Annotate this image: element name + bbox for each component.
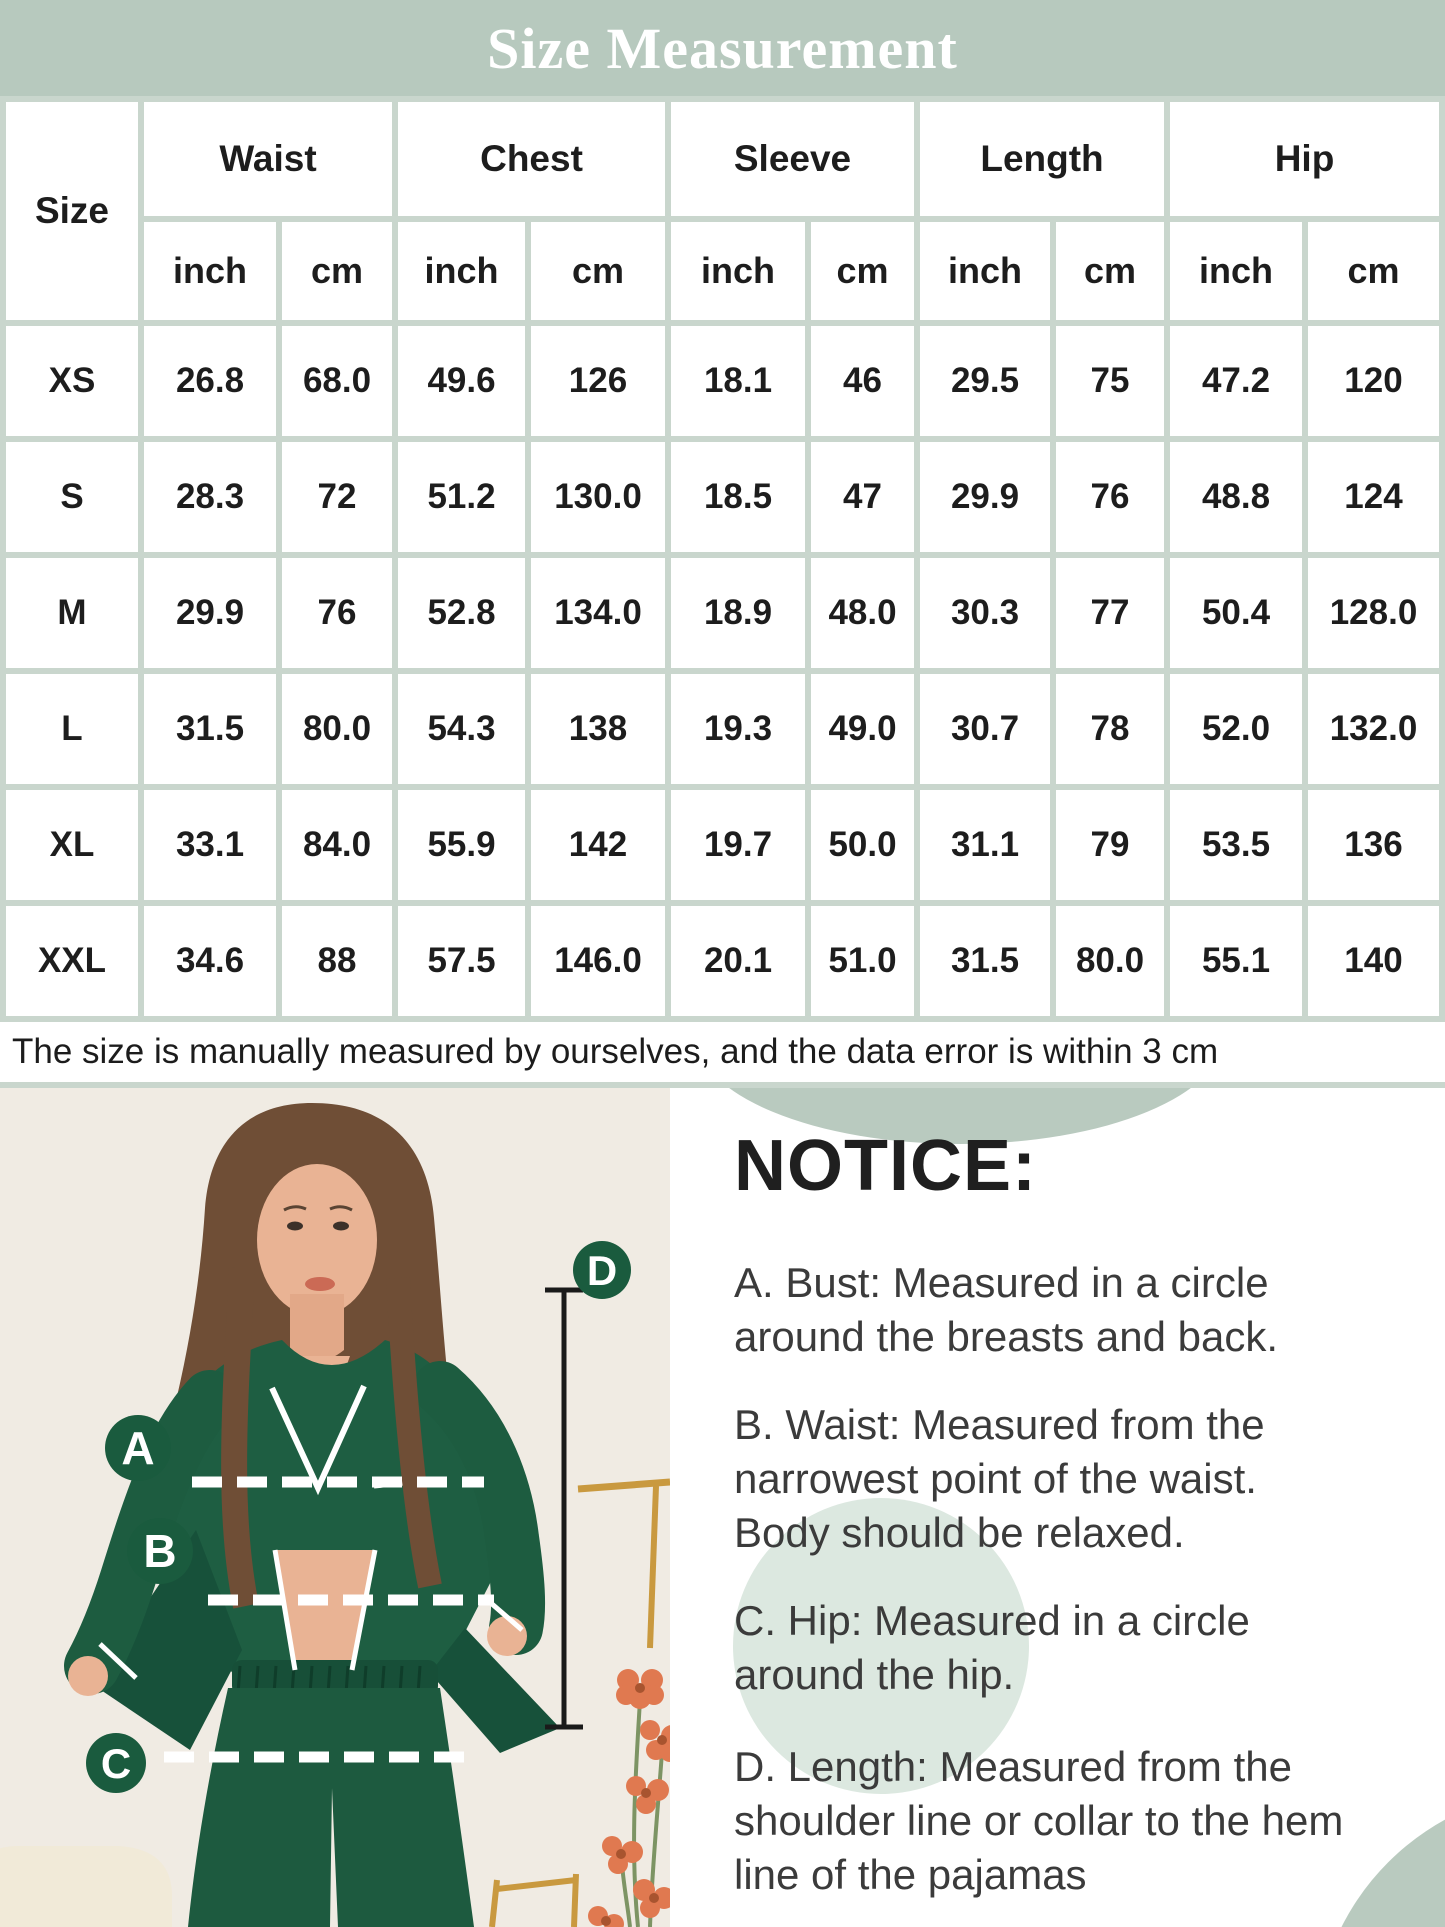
notice-line: line of the pajamas: [734, 1851, 1087, 1898]
model-photo: [0, 1088, 670, 1927]
unit-header-inch: inch: [920, 222, 1050, 320]
measurement-cell: 134.0: [531, 558, 665, 668]
table-row: [6, 442, 1439, 552]
notice-line: A. Bust: Measured in a circle: [734, 1259, 1269, 1306]
measurement-cell: 54.3: [398, 674, 525, 784]
table-row: [6, 674, 1439, 784]
measurement-cell: 18.1: [671, 326, 805, 436]
measurement-cell: 132.0: [1308, 674, 1439, 784]
measurement-cell: 55.1: [1170, 906, 1302, 1016]
badge-c-letter: C: [100, 1740, 132, 1787]
unit-header-inch: inch: [1170, 222, 1302, 320]
unit-header-inch: inch: [671, 222, 805, 320]
measurement-cell: 28.3: [144, 442, 276, 552]
sofa: [0, 1846, 172, 1927]
table-group-header-row: [6, 102, 1439, 216]
table-row: [6, 906, 1439, 1016]
measurement-cell: 34.6: [144, 906, 276, 1016]
notice-item-bust: [734, 1256, 1278, 1364]
measurement-cell: 76: [1056, 442, 1164, 552]
group-header-waist: Waist: [144, 102, 392, 216]
measurement-cell: 138: [531, 674, 665, 784]
pajama-model-illustration: [0, 1088, 670, 1927]
notice-line: B. Waist: Measured from the: [734, 1401, 1265, 1448]
measurement-cell: 52.0: [1170, 674, 1302, 784]
measurement-cell: 30.3: [920, 558, 1050, 668]
neck: [290, 1294, 344, 1361]
measurement-cell: 57.5: [398, 906, 525, 1016]
table-unit-header-row: [6, 222, 1439, 320]
measurement-cell: 79: [1056, 790, 1164, 900]
notice-line: shoulder line or collar to the hem: [734, 1797, 1344, 1844]
unit-header-inch: inch: [144, 222, 276, 320]
notice-line: D. Length: Measured from the: [734, 1743, 1292, 1790]
measurement-cell: 33.1: [144, 790, 276, 900]
table-row: [6, 558, 1439, 668]
measurement-cell: 76: [282, 558, 392, 668]
size-cell: XL: [6, 790, 138, 900]
measurement-cell: 30.7: [920, 674, 1050, 784]
measurement-cell: 31.1: [920, 790, 1050, 900]
measurement-cell: 51.0: [811, 906, 914, 1016]
measurement-cell: 120: [1308, 326, 1439, 436]
left-hand: [68, 1656, 108, 1696]
hair-strand-left: [234, 1268, 246, 1606]
measurement-cell: 49.0: [811, 674, 914, 784]
unit-header-cm: cm: [282, 222, 392, 320]
measurement-cell: 29.9: [920, 442, 1050, 552]
unit-header-cm: cm: [531, 222, 665, 320]
measurement-cell: 51.2: [398, 442, 525, 552]
size-table: [0, 96, 1445, 1022]
measurement-cell: 136: [1308, 790, 1439, 900]
measurement-cell: 31.5: [920, 906, 1050, 1016]
measurement-note: The size is manually measured by ourselves, and the data error is within 3 cm: [0, 1022, 1445, 1088]
size-column-header: Size: [6, 102, 138, 320]
size-cell: S: [6, 442, 138, 552]
notice-item-hip: [734, 1594, 1250, 1702]
measurement-cell: 55.9: [398, 790, 525, 900]
measurement-cell: 29.9: [144, 558, 276, 668]
measurement-cell: 142: [531, 790, 665, 900]
measurement-cell: 50.4: [1170, 558, 1302, 668]
measurement-cell: 80.0: [282, 674, 392, 784]
measurement-cell: 146.0: [531, 906, 665, 1016]
measurement-cell: 19.3: [671, 674, 805, 784]
notice-item-waist: [734, 1398, 1265, 1560]
measurement-cell: 31.5: [144, 674, 276, 784]
notice-panel: [670, 1088, 1445, 1927]
measurement-cell: 130.0: [531, 442, 665, 552]
size-cell: XXL: [6, 906, 138, 1016]
notice-heading: NOTICE:: [734, 1126, 1037, 1206]
measurement-cell: 53.5: [1170, 790, 1302, 900]
measurement-cell: 75: [1056, 326, 1164, 436]
right-hand: [487, 1616, 527, 1656]
measurement-cell: 124: [1308, 442, 1439, 552]
group-header-sleeve: Sleeve: [671, 102, 914, 216]
group-header-length: Length: [920, 102, 1164, 216]
notice-line: around the hip.: [734, 1651, 1015, 1698]
badge-b-letter: B: [143, 1525, 177, 1577]
measurement-cell: 78: [1056, 674, 1164, 784]
measurement-cell: 49.6: [398, 326, 525, 436]
measurement-cell: 29.5: [920, 326, 1050, 436]
measurement-cell: 77: [1056, 558, 1164, 668]
measurement-cell: 47: [811, 442, 914, 552]
measurement-cell: 128.0: [1308, 558, 1439, 668]
notice-item-length: [734, 1740, 1343, 1902]
size-cell: M: [6, 558, 138, 668]
measurement-cell: 88: [282, 906, 392, 1016]
measurement-cell: 18.9: [671, 558, 805, 668]
bottom-section: [0, 1088, 1445, 1927]
measurement-cell: 48.0: [811, 558, 914, 668]
unit-header-cm: cm: [1308, 222, 1439, 320]
measurement-cell: 19.7: [671, 790, 805, 900]
measurement-cell: 140: [1308, 906, 1439, 1016]
group-header-hip: Hip: [1170, 102, 1439, 216]
face: [257, 1164, 377, 1316]
measurement-cell: 18.5: [671, 442, 805, 552]
notice-line: C. Hip: Measured in a circle: [734, 1597, 1250, 1644]
table-row: [6, 326, 1439, 436]
measurement-cell: 84.0: [282, 790, 392, 900]
size-table-body: [6, 326, 1439, 1016]
notice-line: around the breasts and back.: [734, 1313, 1279, 1360]
measurement-cell: 80.0: [1056, 906, 1164, 1016]
unit-header-cm: cm: [1056, 222, 1164, 320]
group-header-chest: Chest: [398, 102, 665, 216]
size-measurement-header: [0, 0, 1445, 96]
unit-header-inch: inch: [398, 222, 525, 320]
measurement-cell: 48.8: [1170, 442, 1302, 552]
table-row: [6, 790, 1439, 900]
notice-line: narrowest point of the waist.: [734, 1455, 1257, 1502]
measurement-cell: 26.8: [144, 326, 276, 436]
page-title: Size Measurement: [487, 15, 958, 81]
size-cell: XS: [6, 326, 138, 436]
measurement-cell: 68.0: [282, 326, 392, 436]
measurement-cell: 72: [282, 442, 392, 552]
measurement-cell: 47.2: [1170, 326, 1302, 436]
badge-a-letter: A: [121, 1422, 155, 1474]
unit-header-cm: cm: [811, 222, 914, 320]
measurement-cell: 126: [531, 326, 665, 436]
badge-d-letter: D: [586, 1247, 618, 1294]
measurement-cell: 46: [811, 326, 914, 436]
measurement-cell: 20.1: [671, 906, 805, 1016]
measurement-cell: 52.8: [398, 558, 525, 668]
measurement-cell: 50.0: [811, 790, 914, 900]
size-cell: L: [6, 674, 138, 784]
notice-line: Body should be relaxed.: [734, 1509, 1185, 1556]
